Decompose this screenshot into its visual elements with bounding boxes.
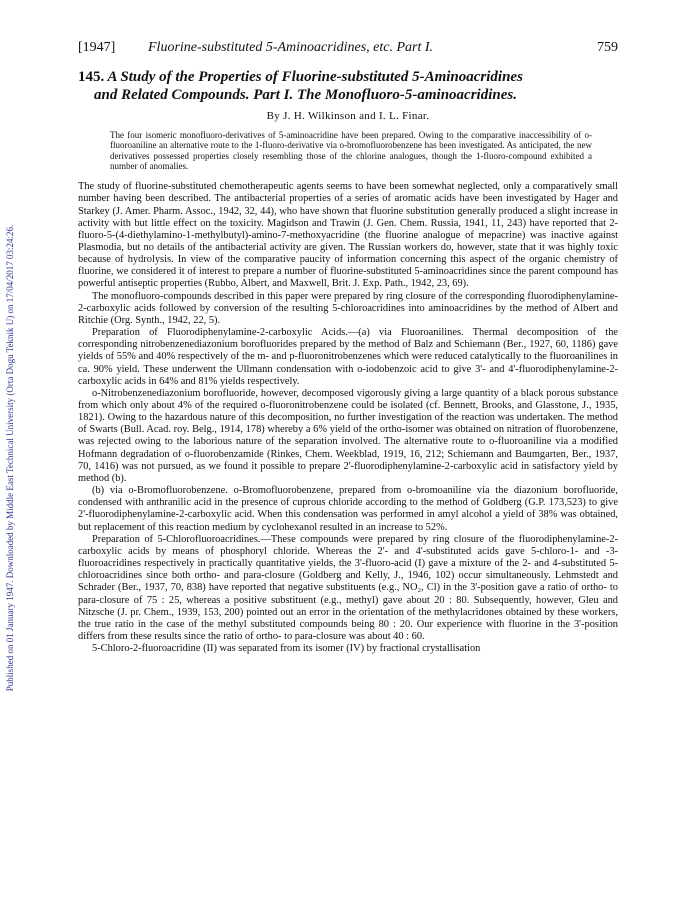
body-paragraph: (b) via o-Bromofluorobenzene. o-Bromofluorobenzene, prepared from o-bromoaniline via the diazonium borofluoride, condensed with anthranilic acid in the presence of cuprous chloride according to the method of Goldberg (G.P. 173,523) to give 2'-fluorodiphenylamine-2-carboxylic acid. When this condensation was performed in amyl alcohol a yield of 38% was obtained, but replacement of this reaction medium by cyclohexanol resulted in an increase to 52%. (78, 485, 618, 533)
page-number: 759 (597, 40, 618, 55)
header-year: [1947] (78, 40, 116, 55)
running-header (78, 40, 618, 60)
body-paragraph: Preparation of Fluorodiphenylamine-2-carboxylic Acids.—(a) via Fluoroanilines. Thermal decomposition of the corresponding nitrobenzenediazonium borofluorides prepared by the method of Balz and Schiemann (Ber., 1927, 60, 1186) gave yields of 55% and 40% respectively of the m- and p-fluoronitrobenzenes which were reduced catalytically to the fluoroanilines in ca. 90% yield. These underwent the Ullmann condensation with o-iodobenzoic acid to give 3'- and 4'-fluorodiphenylamine-2-carboxylic acids in 64% and 81% yields respectively. (78, 327, 618, 387)
download-note: Published on 01 January 1947. Downloaded by Middle East Technical University (Orta Dogu Teknik U) on 17/04/2017 03:24:26. (5, 224, 15, 692)
article-body (78, 181, 618, 655)
body-paragraph: o-Nitrobenzenediazonium borofluoride, however, decomposed vigorously giving a large quantity of a black porous substance from which only about 4% of the required o-fluoronitrobenzene could be isolated (cf. Bennett, Brooks, and Glasstone, J., 1935, 1821). Owing to the hazardous nature of this decomposition, no further investigation of the reaction was undertaken. The method of Swarts (Bull. Acad. roy. Belg., 1914, 178) whereby a 6% yield of the ortho-isomer was obtained on nitration of fluorobenzene, was rejected owing to the laborious nature of the separation involved. The alternative route to o-fluoroaniline via a modified Hofmann degradation of o-fluorobenzamide (Rinkes, Chem. Weekblad, 1919, 16, 212; Schiemann and Baumgarten, Ber., 1937, 70, 1416) was not pursued, as we found it possible to prepare 2'-fluorodiphenylamine-2-carboxylic acid in satisfactory yield by method (b). (78, 387, 618, 484)
abstract: The four isomeric monofluoro-derivatives of 5-aminoacridine have been prepared. Owing to the comparative inaccessibility of o-fluoroaniline an alternative route to the 1-fluoro-derivative via o-bromofluorobenzene has been investigated. As anticipated, the new derivatives possessed properties closely resembling those of the chlorine analogues, though the 1-fluoro-compound exhibited a number of anomalies. (110, 130, 592, 171)
body-paragraph: 5-Chloro-2-fluoroacridine (II) was separated from its isomer (IV) by fractional crystallisation (92, 643, 481, 655)
article-title (78, 68, 618, 104)
running-title: Fluorine-substituted 5-Aminoacridines, etc. Part I. (148, 40, 434, 55)
journal-page (78, 40, 618, 655)
body-paragraph: Preparation of 5-Chlorofluoroacridines.—These compounds were prepared by ring closure of the fluorodiphenylamine-2-carboxylic acids by means of phosphoryl chloride. Whereas the 2'- and 4'-substituted acids gave 5-chloro-1- and -3-fluoroacridines respectively in practically quantitative yields, the 3'-fluoro-acid (I) gave a mixture of the 2- and 4-substituted 5-chloroacridines since both ortho- and para-closure (Goldberg and Kelly, J., 1946, 102) occur simultaneously. Lehmstedt and Schrader (Ber., 1937, 70, 838) have reported that negative substituents (e.g., NO₂, Cl) in the 3'-position gave a ratio of ortho- to para-closure of 75 : 25, whereas a positive substituent (e.g., methyl) gave about 20 : 80. Subsequently, however, Gleu and Nitzsche (J. pr. Chem., 1939, 153, 200) pointed out an error in the orientation of the methylacridones obtained by these workers, the true ratio in the case of the methyl substituted compounds being 80 : 20. Our experience with fluorine in the 3'-position differs from these results since the ratio of ortho- to para-closure was about 40 : 60. (78, 533, 618, 642)
article-number: 145. (78, 69, 105, 85)
body-paragraph: The study of fluorine-substituted chemotherapeutic agents seems to have been somewhat neglected, only a comparatively small number having been described. The antibacterial properties of a series of aromatic acids have been investigated by Hager and Starkey (J. Amer. Pharm. Assoc., 1942, 32, 44), who have shown that fluorine substitution generally produced a slight increase in activity with but little effect on the toxicity. Magidson and Trawin (J. Gen. Chem. Russia, 1941, 11, 243) have reported that 2-fluoro-5-(4-diethylamino-1-methylbutyl)-amino-7-methoxyacridine (the fluorine analogue of mepacrine) was inactive against Plasmodia, but no details of the antibacterial activity are given. The Russian workers do, however, state that it was highly toxic because of hydrolysis. In view of the comparative paucity of information concerning this aspect of the organic chemistry of fluorine, we considered it of interest to prepare a number of fluorine-substituted 5-aminoacridines since the parent compound has powerful antiseptic properties (Rubbo, Albert, and Maxwell, Brit. J. Exp. Path., 1942, 23, 69). (78, 181, 618, 290)
download-sidebar (0, 0, 22, 913)
title-line-1: A Study of the Properties of Fluorine-substituted 5-Aminoacridines (107, 69, 523, 85)
title-line-2: and Related Compounds. Part I. The Monofluoro-5-aminoacridines. (94, 87, 517, 103)
body-paragraph: The monofluoro-compounds described in this paper were prepared by ring closure of the corresponding fluorodiphenylamine-2-carboxylic acids followed by conversion of the resulting 5-chloroacridines into aminoacridines by the method of Albert and Ritchie (Org. Synth., 1942, 22, 5). (78, 290, 618, 326)
authors: By J. H. Wilkinson and I. L. Finar. (266, 110, 430, 122)
